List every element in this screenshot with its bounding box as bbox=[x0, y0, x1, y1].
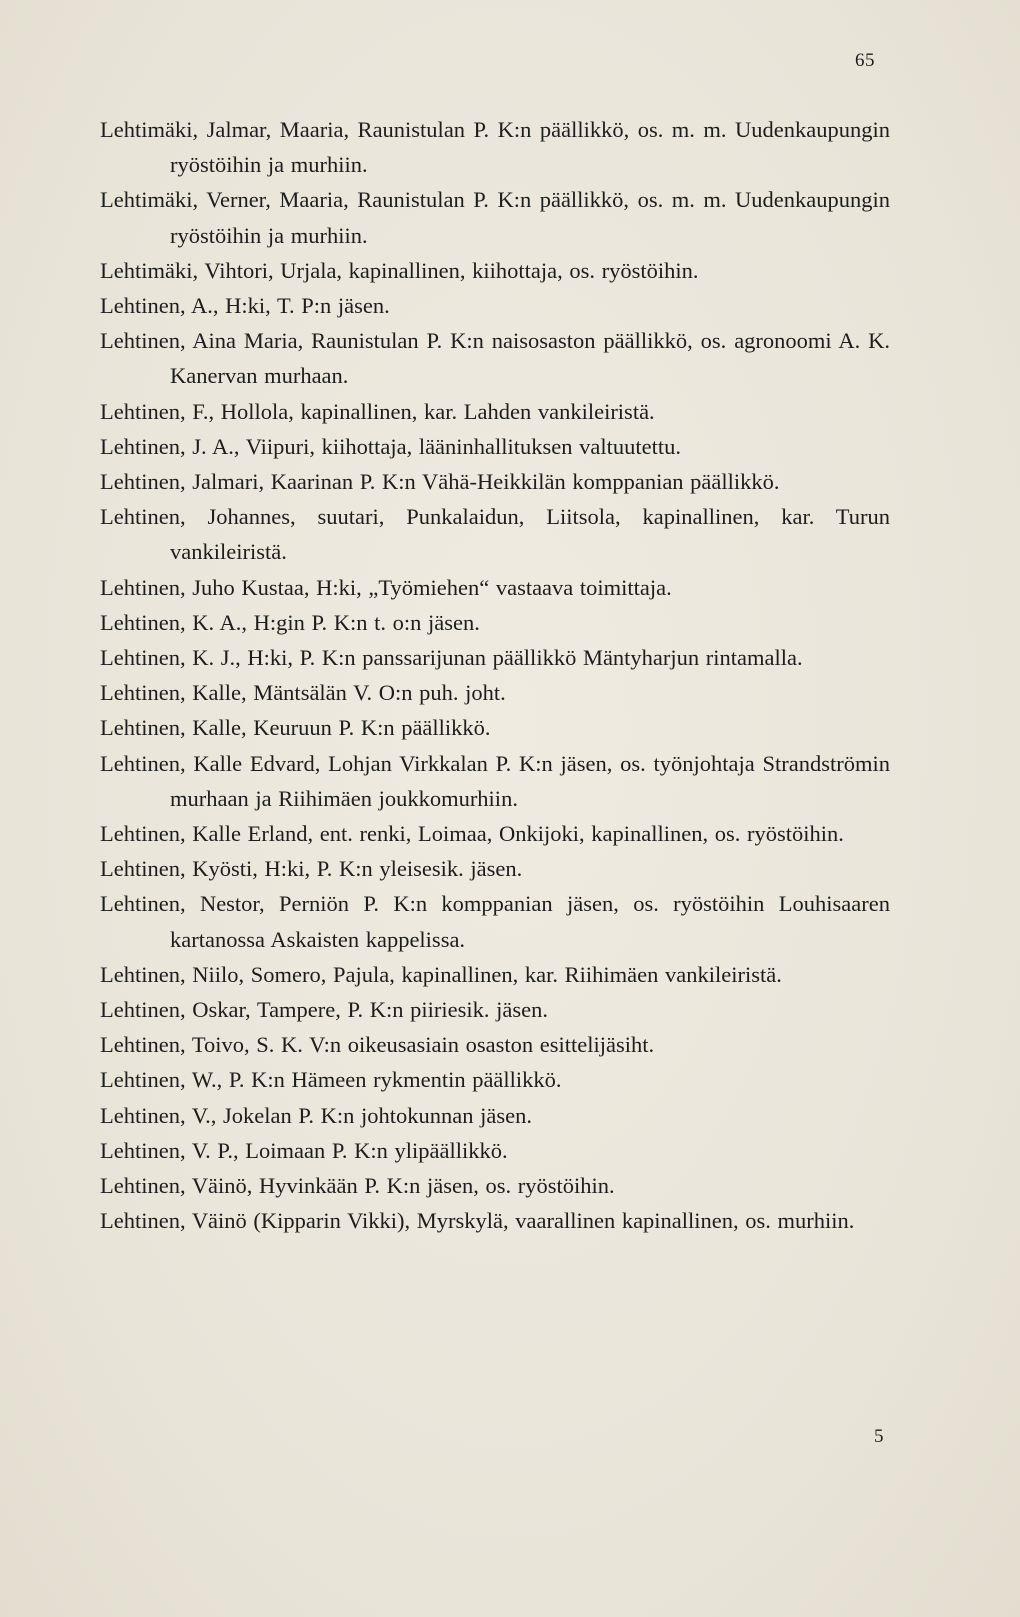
list-item: Lehtinen, Aina Maria, Raunistulan P. K:n naisosaston päällikkö, os. agronoomi A. K. Kanervan murhaan. bbox=[100, 328, 890, 389]
list-item: Lehtinen, J. A., Viipuri, kiihottaja, lääninhallituksen valtuutettu. bbox=[100, 433, 682, 459]
list-item: Lehtinen, Nestor, Perniön P. K:n komppanian jäsen, os. ryöstöihin Louhisaaren kartanossa Askaisten kappelissa. bbox=[100, 891, 890, 952]
list-item: Lehtinen, F., Hollola, kapinallinen, kar. Lahden vankileiristä. bbox=[100, 398, 655, 424]
list-item: Lehtimäki, Verner, Maaria, Raunistulan P. K:n päällikkö, os. m. m. Uudenkaupungin ryöstöihin ja murhiin. bbox=[100, 187, 890, 248]
list-item: Lehtinen, Väinö (Kipparin Vikki), Myrskylä, vaarallinen kapinallinen, os. murhiin. bbox=[100, 1208, 855, 1234]
list-item: Lehtinen, W., P. K:n Hämeen rykmentin päällikkö. bbox=[100, 1067, 562, 1093]
page-number: 65 bbox=[855, 50, 875, 71]
list-item: Lehtinen, Kalle, Mäntsälän V. O:n puh. joht. bbox=[100, 680, 506, 706]
list-item: Lehtinen, A., H:ki, T. P:n jäsen. bbox=[100, 293, 390, 319]
list-item: Lehtinen, Jalmari, Kaarinan P. K:n Vähä-Heikkilän komppanian päällikkö. bbox=[100, 469, 780, 495]
entry-list bbox=[100, 112, 890, 1239]
list-item: Lehtinen, Väinö, Hyvinkään P. K:n jäsen, os. ryöstöihin. bbox=[100, 1173, 615, 1199]
list-item: Lehtinen, K. J., H:ki, P. K:n panssarijunan päällikkö Mäntyharjun rintamalla. bbox=[100, 645, 803, 671]
list-item: Lehtinen, Johannes, suutari, Punkalaidun, Liitsola, kapinallinen, kar. Turun vankileiristä. bbox=[100, 504, 890, 565]
list-item: Lehtinen, Kyösti, H:ki, P. K:n yleisesik. jäsen. bbox=[100, 856, 523, 882]
list-item: Lehtinen, Kalle Erland, ent. renki, Loimaa, Onkijoki, kapinallinen, os. ryöstöihin. bbox=[100, 821, 844, 847]
list-item: Lehtinen, Niilo, Somero, Pajula, kapinallinen, kar. Riihimäen vankileiristä. bbox=[100, 961, 782, 987]
list-item: Lehtinen, K. A., H:gin P. K:n t. o:n jäsen. bbox=[100, 609, 480, 635]
list-item: Lehtimäki, Jalmar, Maaria, Raunistulan P. K:n päällikkö, os. m. m. Uudenkaupungin ryöstöihin ja murhiin. bbox=[100, 117, 890, 178]
list-item: Lehtinen, V., Jokelan P. K:n johtokunnan jäsen. bbox=[100, 1102, 533, 1128]
signature-mark: 5 bbox=[874, 1426, 884, 1447]
list-item: Lehtinen, Kalle Edvard, Lohjan Virkkalan P. K:n jäsen, os. työnjohtaja Strandströmin murhaan ja Riihimäen joukkomurhiin. bbox=[100, 750, 890, 811]
list-item: Lehtinen, Juho Kustaa, H:ki, „Työmiehen“ vastaava toimittaja. bbox=[100, 574, 672, 600]
list-item: Lehtinen, Oskar, Tampere, P. K:n piiriesik. jäsen. bbox=[100, 997, 549, 1023]
list-item: Lehtinen, Toivo, S. K. V:n oikeusasiain osaston esittelijäsiht. bbox=[100, 1032, 655, 1058]
list-item: Lehtimäki, Vihtori, Urjala, kapinallinen, kiihottaja, os. ryöstöihin. bbox=[100, 257, 699, 283]
list-item: Lehtinen, Kalle, Keuruun P. K:n päällikkö. bbox=[100, 715, 491, 741]
list-item: Lehtinen, V. P., Loimaan P. K:n ylipäällikkö. bbox=[100, 1137, 508, 1163]
